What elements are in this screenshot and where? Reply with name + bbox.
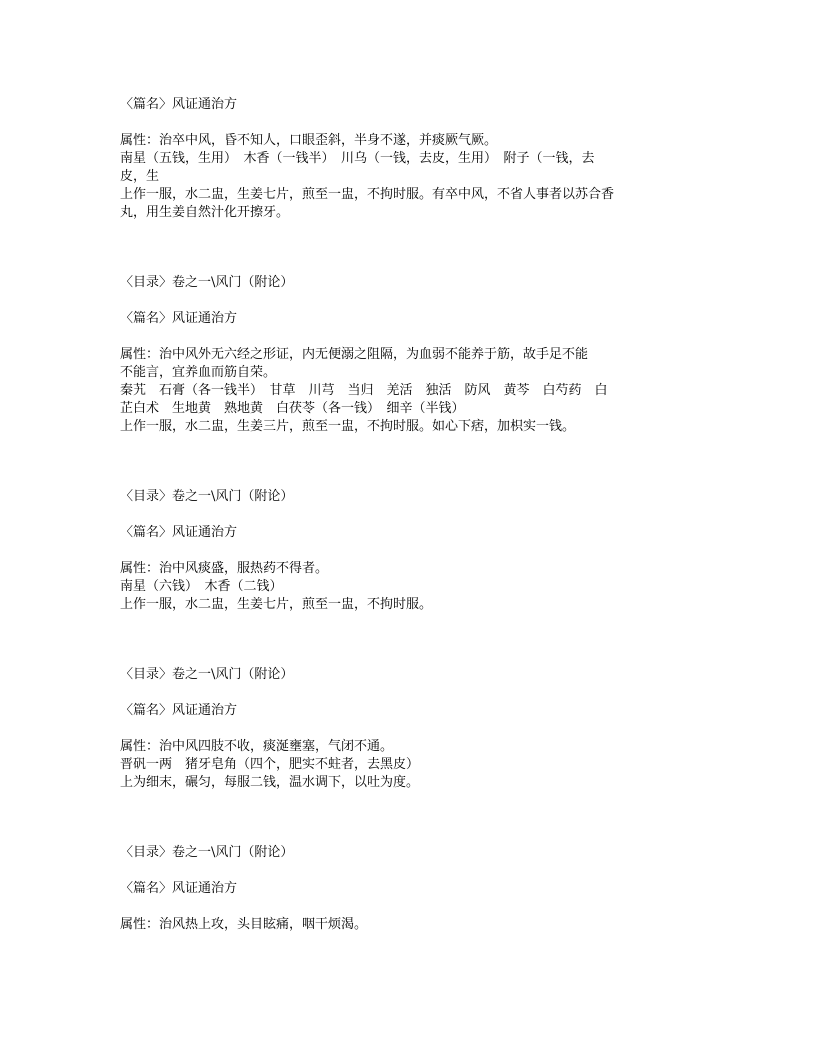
recipe-section-4 bbox=[120, 666, 680, 792]
attribute-line: 属性：治卒中风，昏不知人，口眼歪斜，半身不遂，并痰厥气厥。 bbox=[120, 133, 498, 148]
attribute-line: 属性：治中风痰盛，服热药不得者。 bbox=[120, 561, 329, 576]
section-title: 〈篇名〉风证通治方 bbox=[120, 97, 238, 112]
document-page bbox=[120, 96, 680, 934]
attribute-line: 属性：治风热上攻，头目眩痛，咽干烦渴。 bbox=[120, 917, 368, 932]
attribute-line: 属性：治中风四肢不收，痰涎壅塞，气闭不通。 bbox=[120, 739, 394, 754]
catalog-heading: 〈目录〉卷之一\风门（附论） bbox=[120, 845, 294, 860]
catalog-heading: 〈目录〉卷之一\风门（附论） bbox=[120, 489, 294, 504]
attribute-line: 属性：治中风外无六经之形证，内无便溺之阻隔，为血弱不能养于筋，故手足不能 bbox=[120, 347, 589, 362]
instructions-line: 上作一服，水二盅，生姜七片，煎至一盅，不拘时服。 bbox=[120, 597, 433, 612]
recipe-section-5 bbox=[120, 844, 680, 934]
instructions-line: 上为细末，碾匀，每服二钱，温水调下，以吐为度。 bbox=[120, 775, 420, 790]
recipe-section-1 bbox=[120, 96, 680, 222]
ingredients-line: 秦艽 石膏（各一钱半） 甘草 川芎 当归 羌活 独活 防风 黄芩 白芍药 白 bbox=[120, 383, 608, 398]
ingredients-line: 芷白术 生地黄 熟地黄 白茯苓（各一钱） 细辛（半钱） bbox=[120, 401, 465, 416]
instructions-line: 上作一服，水二盅，生姜七片，煎至一盅，不拘时服。有卒中风，不省人事者以苏合香 bbox=[120, 187, 615, 202]
ingredients-line: 晋矾一两 猪牙皂角（四个，肥实不蛀者，去黑皮） bbox=[120, 757, 420, 772]
section-title: 〈篇名〉风证通治方 bbox=[120, 881, 238, 896]
instructions-line: 丸，用生姜自然汁化开擦牙。 bbox=[120, 205, 290, 220]
catalog-heading: 〈目录〉卷之一\风门（附论） bbox=[120, 275, 294, 290]
ingredients-line: 皮，生 bbox=[120, 169, 160, 184]
instructions-line: 上作一服，水二盅，生姜三片，煎至一盅，不拘时服。如心下痞，加枳实一钱。 bbox=[120, 419, 576, 434]
recipe-section-3 bbox=[120, 488, 680, 614]
ingredients-line: 南星（五钱，生用） 木香（一钱半） 川乌（一钱，去皮，生用） 附子（一钱，去 bbox=[120, 151, 595, 166]
section-title: 〈篇名〉风证通治方 bbox=[120, 311, 238, 326]
ingredients-line: 南星（六钱） 木香（二钱） bbox=[120, 579, 283, 594]
section-title: 〈篇名〉风证通治方 bbox=[120, 525, 238, 540]
recipe-section-2 bbox=[120, 274, 680, 436]
catalog-heading: 〈目录〉卷之一\风门（附论） bbox=[120, 667, 294, 682]
section-title: 〈篇名〉风证通治方 bbox=[120, 703, 238, 718]
attribute-line: 不能言，宜养血而筋自荣。 bbox=[120, 365, 277, 380]
